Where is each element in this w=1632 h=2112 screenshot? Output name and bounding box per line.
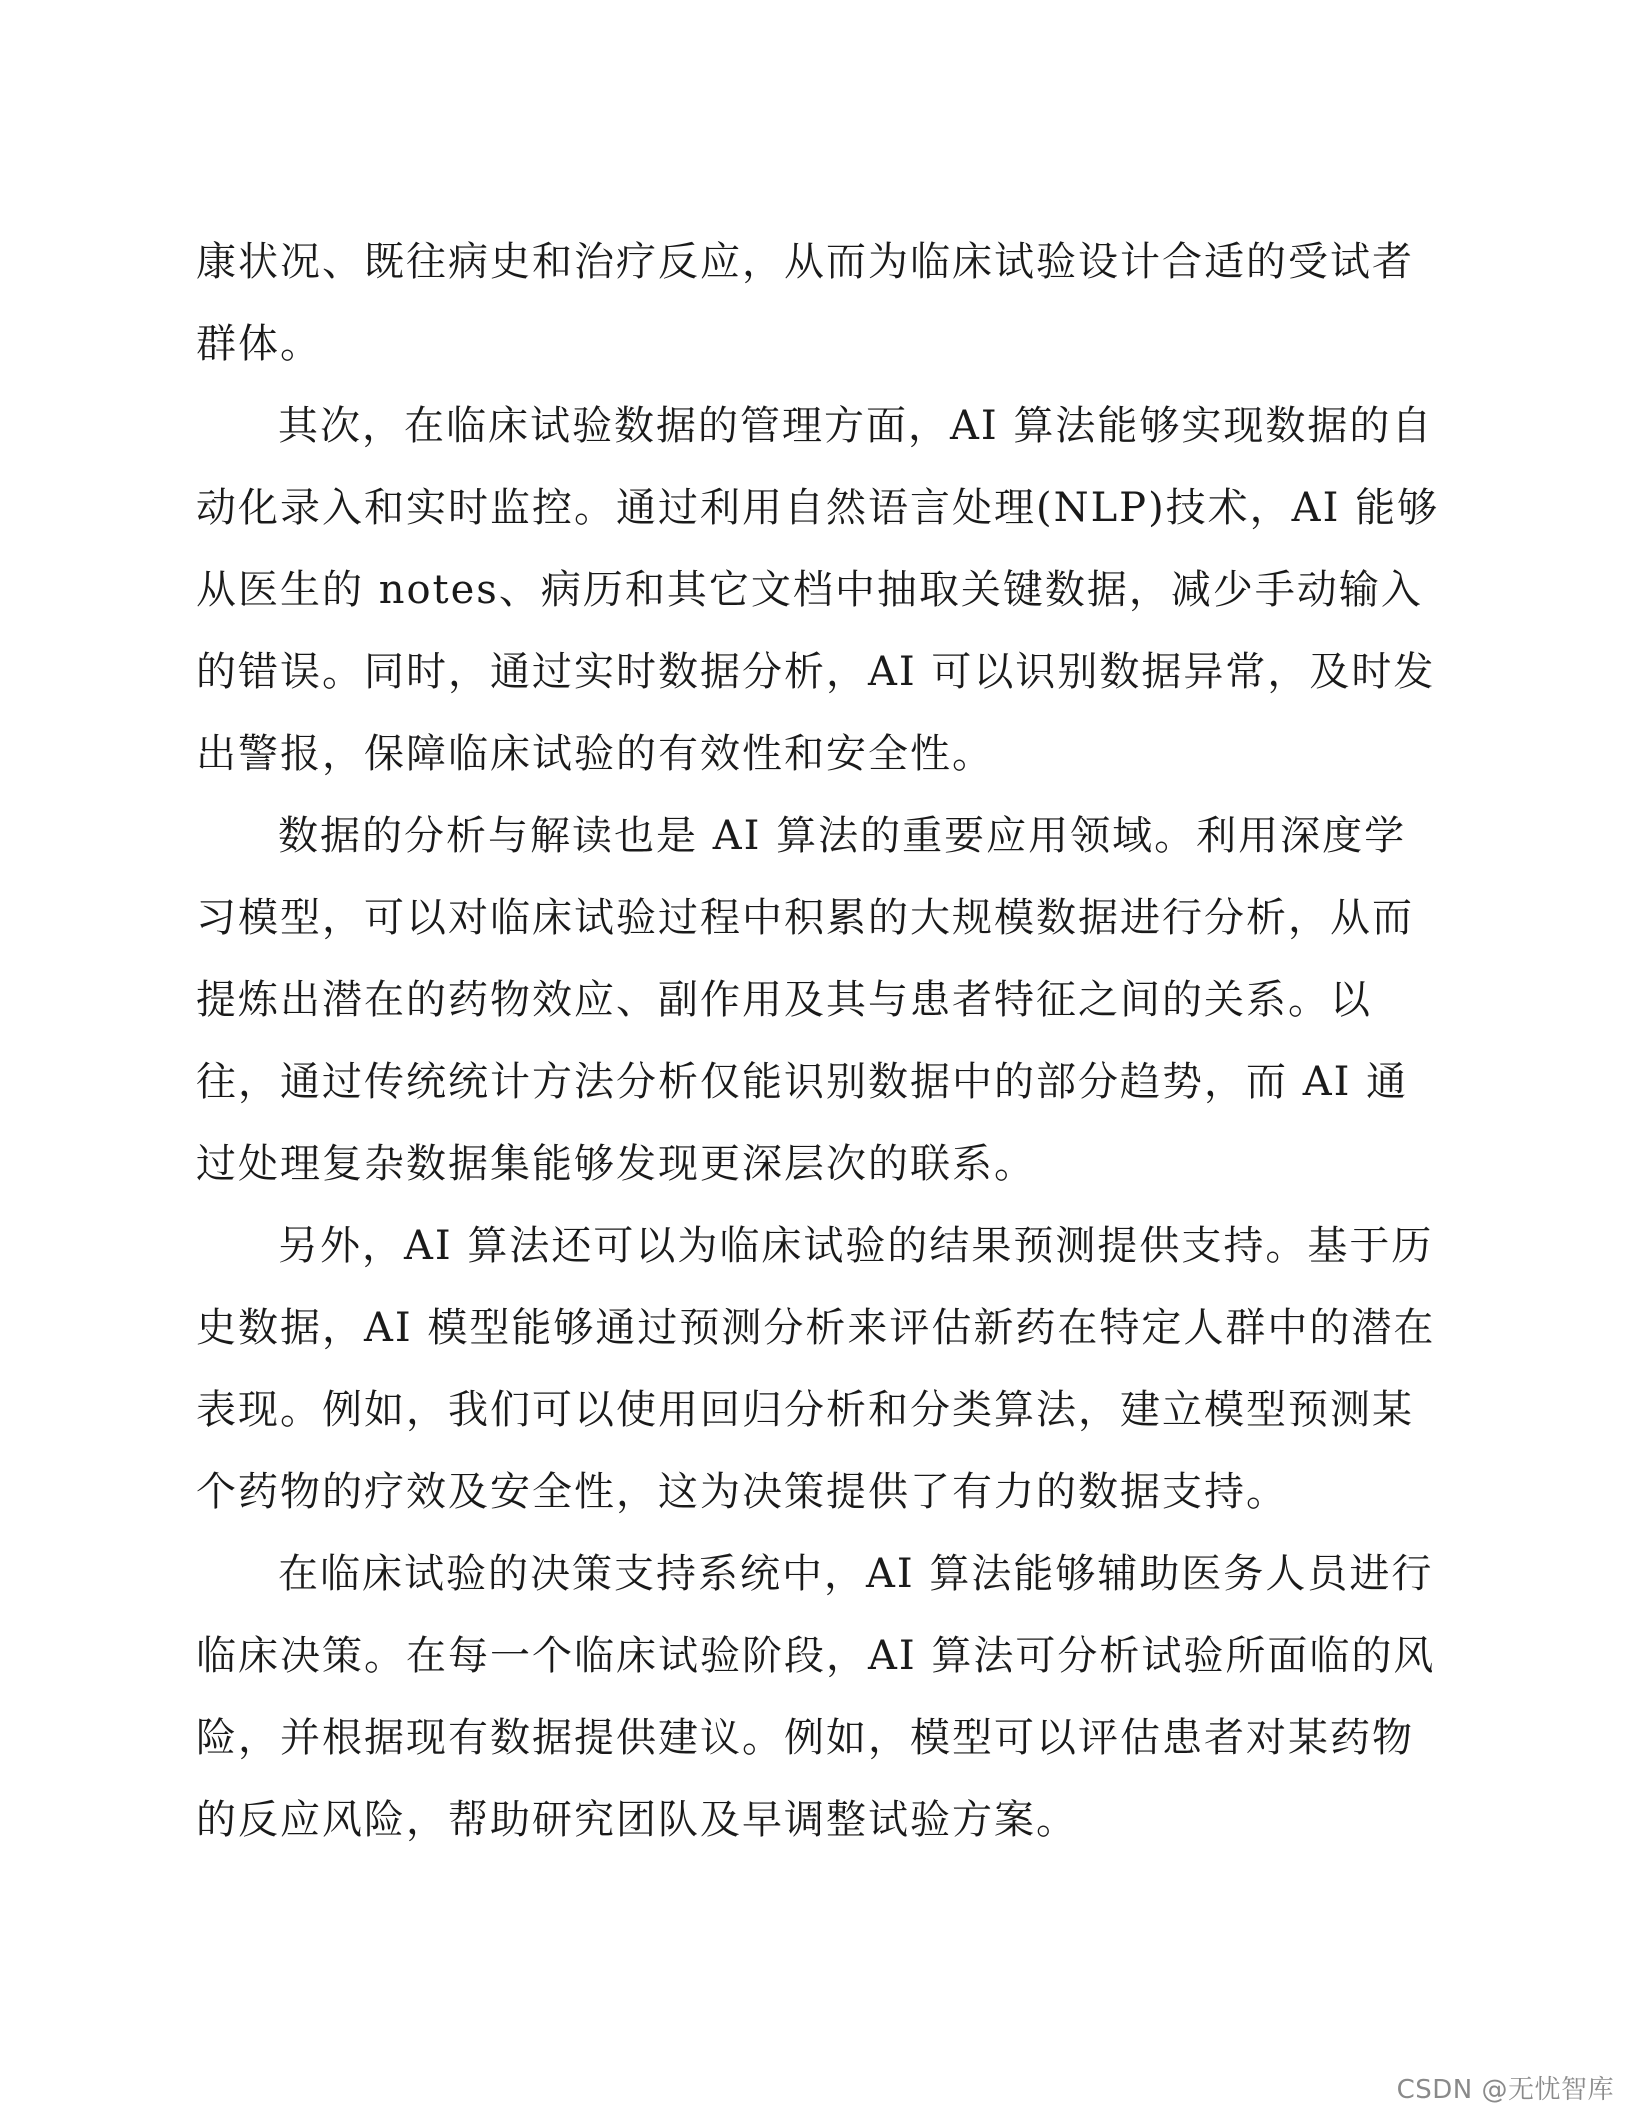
paragraph-5-line-2: 临床决策。在每一个临床试验阶段，AI 算法可分析试验所面临的风	[196, 1633, 1436, 1679]
paragraph-5-line-3: 险，并根据现有数据提供建议。例如，模型可以评估患者对某药物	[196, 1715, 1414, 1761]
paragraph-2-line-3: 从医生的 notes、病历和其它文档中抽取关键数据，减少手动输入	[196, 567, 1423, 613]
paragraph-4-line-2: 史数据，AI 模型能够通过预测分析来评估新药在特定人群中的潜在	[196, 1305, 1436, 1351]
paragraph-2-line-4: 的错误。同时，通过实时数据分析，AI 可以识别数据异常，及时发	[196, 649, 1436, 695]
paragraph-3-line-3: 提炼出潜在的药物效应、副作用及其与患者特征之间的关系。以	[196, 977, 1372, 1023]
csdn-watermark: CSDN @无忧智库	[1396, 2075, 1614, 2105]
paragraph-1-line-1: 康状况、既往病史和治疗反应，从而为临床试验设计合适的受试者	[196, 239, 1414, 285]
paragraph-2-line-1: 其次，在临床试验数据的管理方面，AI 算法能够实现数据的自	[278, 403, 1434, 449]
paragraph-2-line-2: 动化录入和实时监控。通过利用自然语言处理(NLP)技术，AI 能够	[196, 485, 1440, 531]
paragraph-3-line-2: 习模型，可以对临床试验过程中积累的大规模数据进行分析，从而	[196, 895, 1414, 941]
paragraph-3-line-5: 过处理复杂数据集能够发现更深层次的联系。	[196, 1141, 1036, 1187]
paragraph-2-line-5: 出警报，保障临床试验的有效性和安全性。	[196, 731, 994, 777]
paragraph-1-line-2: 群体。	[196, 321, 322, 367]
paragraph-3-line-4: 往，通过传统统计方法分析仅能识别数据中的部分趋势，而 AI 通	[196, 1059, 1409, 1105]
paragraph-5-line-4: 的反应风险，帮助研究团队及早调整试验方案。	[196, 1797, 1078, 1843]
paragraph-5-line-1: 在临床试验的决策支持系统中，AI 算法能够辅助医务人员进行	[278, 1551, 1434, 1597]
paragraph-4-line-4: 个药物的疗效及安全性，这为决策提供了有力的数据支持。	[196, 1469, 1288, 1515]
paragraph-3-line-1: 数据的分析与解读也是 AI 算法的重要应用领域。利用深度学	[278, 813, 1407, 859]
paragraph-4-line-3: 表现。例如，我们可以使用回归分析和分类算法，建立模型预测某	[196, 1387, 1414, 1433]
paragraph-4-line-1: 另外，AI 算法还可以为临床试验的结果预测提供支持。基于历	[278, 1223, 1434, 1269]
